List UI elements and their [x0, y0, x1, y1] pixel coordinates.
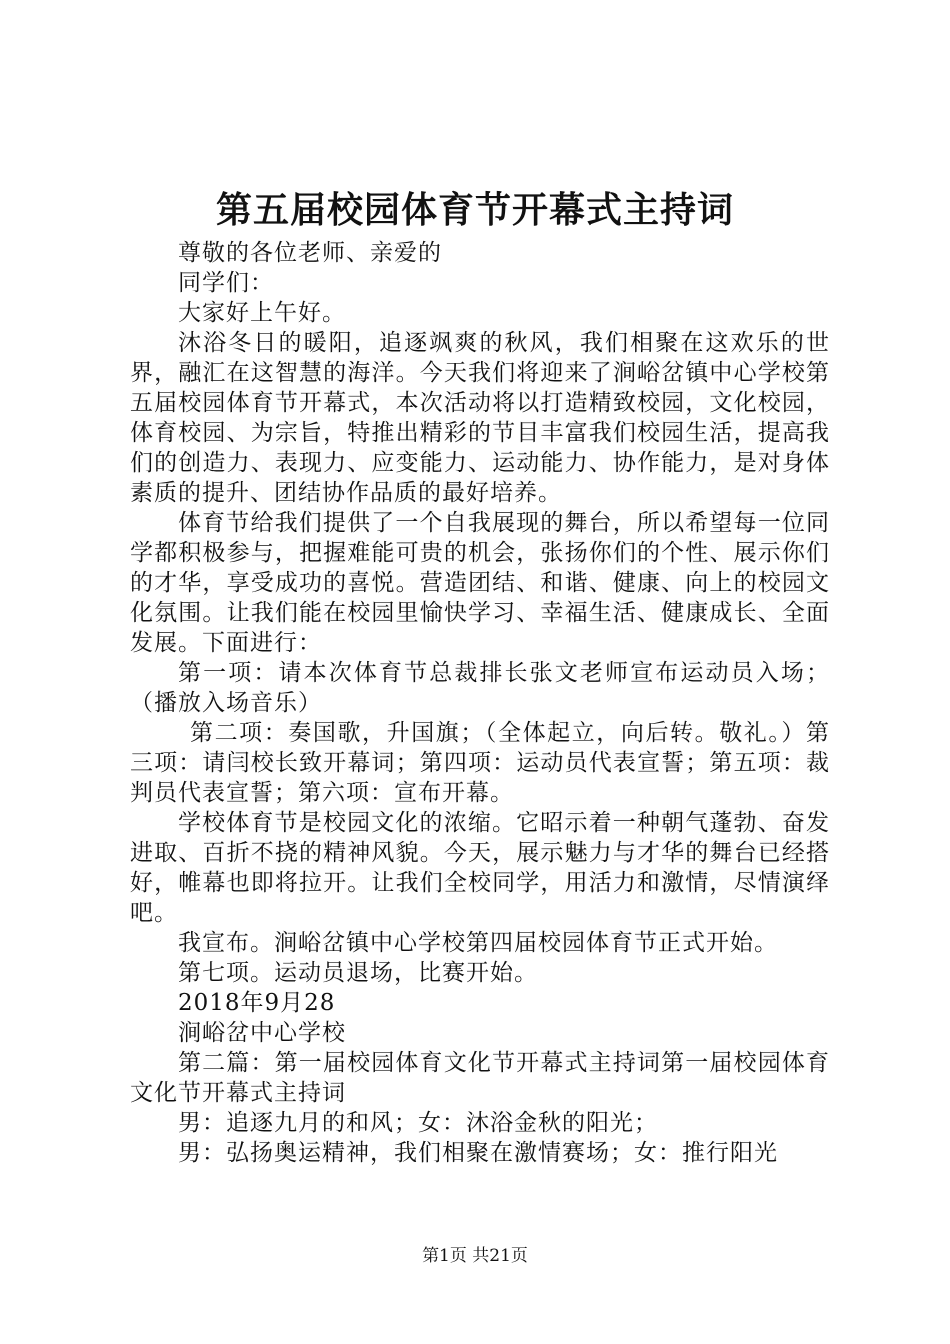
- paragraph: 我宣布。涧峪岔镇中心学校第四届校园体育节正式开始。: [178, 930, 778, 956]
- paragraph: 第二篇：第一届校园体育文化节开幕式主持词第一届校园体育文化节开幕式主持词: [130, 1050, 830, 1106]
- paragraph: 同学们：: [178, 270, 274, 296]
- page-title: 第五届校园体育节开幕式主持词: [215, 189, 734, 231]
- document-body: [130, 238, 830, 1168]
- paragraph: 男：追逐九月的和风；女：沐浴金秋的阳光；: [178, 1110, 658, 1136]
- paragraph: 体育节给我们提供了一个自我展现的舞台，所以希望每一位同学都积极参与，把握难能可贵的机会，张扬你们的个性、展示你们的才华，享受成功的喜悦。营造团结、和谐、健康、向上的校园文化氛围。让我们能在校园里愉快学习、幸福生活、健康成长、全面发展。下面进行：: [130, 510, 830, 656]
- paragraph: 大家好上午好。: [178, 300, 346, 326]
- paragraph: 学校体育节是校园文化的浓缩。它昭示着一种朝气蓬勃、奋发进取、百折不挠的精神风貌。今天，展示魅力与才华的舞台已经搭好，帷幕也即将拉开。让我们全校同学，用活力和激情，尽情演绎吧。: [130, 810, 830, 926]
- date-line: 2018年9月28: [178, 990, 336, 1016]
- paragraph: 第七项。运动员退场，比赛开始。: [178, 960, 538, 986]
- page-number: 第1页 共21页: [422, 1246, 528, 1266]
- paragraph: 第一项：请本次体育节总裁排长张文老师宣布运动员入场；（播放入场音乐）: [130, 660, 830, 716]
- paragraph: 第二项：奏国歌，升国旗；（全体起立，向后转。敬礼。）第三项：请闫校长致开幕词；第四项：运动员代表宣誓；第五项：裁判员代表宣誓；第六项：宣布开幕。: [130, 720, 830, 806]
- paragraph: 尊敬的各位老师、亲爱的: [178, 240, 442, 266]
- paragraph: 男：弘扬奥运精神，我们相聚在激情赛场；女：推行阳光: [178, 1140, 778, 1166]
- signature-line: 涧峪岔中心学校: [178, 1020, 346, 1046]
- paragraph: 沐浴冬日的暖阳，追逐飒爽的秋风，我们相聚在这欢乐的世界，融汇在这智慧的海洋。今天我们将迎来了涧峪岔镇中心学校第五届校园体育节开幕式，本次活动将以打造精致校园，文化校园，体育校园、为宗旨，特推出精彩的节目丰富我们校园生活，提高我们的创造力、表现力、应变能力、运动能力、协作能力，是对身体素质的提升、团结协作品质的最好培养。: [130, 330, 830, 506]
